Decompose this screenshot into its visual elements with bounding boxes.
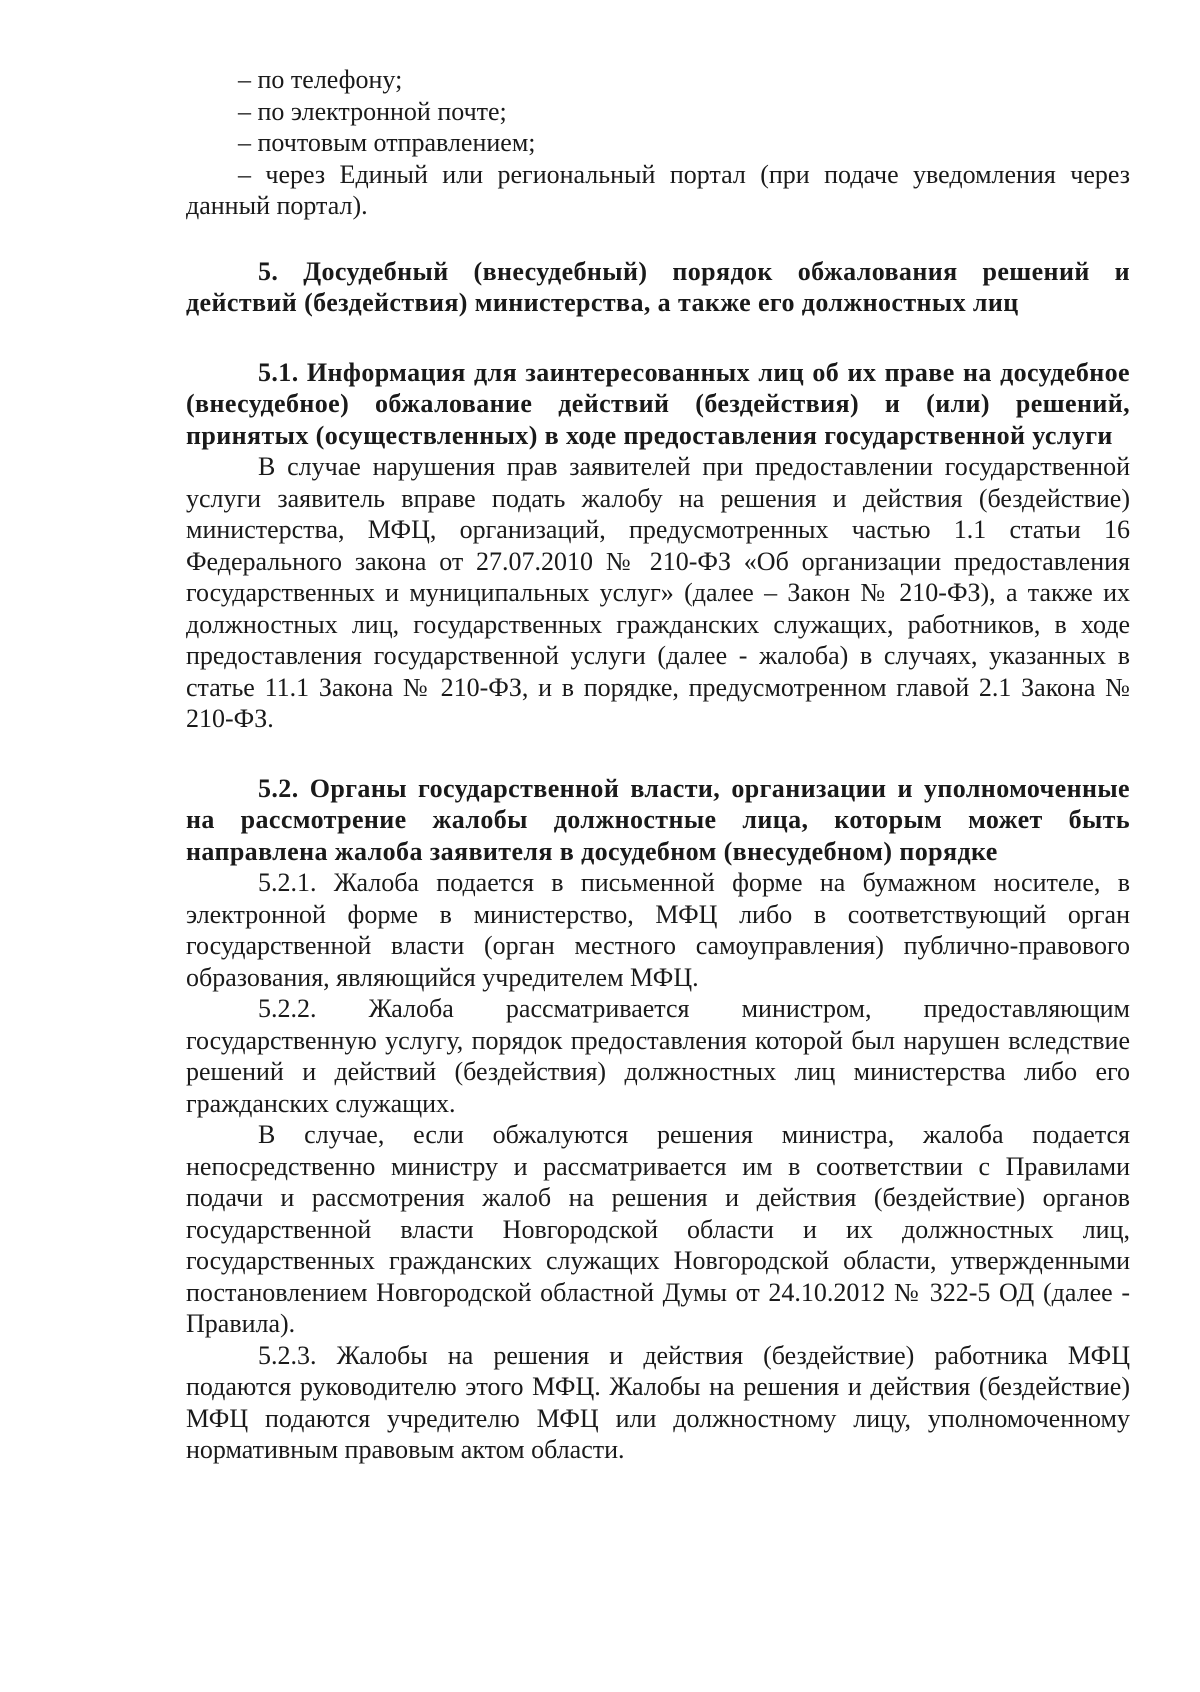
document-page (186, 64, 1130, 1466)
section-5-2-1-paragraph: 5.2.1. Жалоба подается в письменной форме на бумажном носителе, в электронной форме в министерство, МФЦ либо в соответствующий орган государственной власти (орган местного самоуправления) публично-правового образования, являющийся учредителем МФЦ. (186, 868, 1130, 992)
section-5-2-3-paragraph: 5.2.3. Жалобы на решения и действия (бездействие) работника МФЦ подаются руководителю этого МФЦ. Жалобы на решения и действия (бездействие) МФЦ подаются учредителю МФЦ или должностному лицу, уполномоченному нормативным правовым актом области. (186, 1340, 1130, 1464)
section-5-2-heading: 5.2. Органы государственной власти, организации и уполномоченные на рассмотрение жалобы должностные лица, которым может быть направлена жалоба заявителя в досудебном (внесудебном) порядке (186, 773, 1130, 866)
list-item: – по телефону; (238, 65, 403, 94)
list-item: – через Единый или региональный портал (при подаче уведомления через данный портал). (186, 159, 1130, 220)
section-5-1-heading: 5.1. Информация для заинтересованных лиц об их праве на досудебное (внесудебное) обжалование действий (бездействия) и (или) решений, принятых (осуществленных) в ходе предоставления государственной услуги (186, 357, 1130, 450)
section-5-heading: 5. Досудебный (внесудебный) порядок обжалования решений и действий (бездействия) министерства, а также его должностных лиц (186, 256, 1130, 317)
list-item: – по электронной почте; (238, 96, 507, 126)
section-5-2-2-paragraph: 5.2.2. Жалоба рассматривается министром, предоставляющим государственную услугу, порядок предоставления которой был нарушен вследствие решений и действий (бездействия) должностных лиц министерства либо его гражданских служащих. (186, 994, 1130, 1118)
section-5-2-2-note-paragraph: В случае, если обжалуются решения министра, жалоба подается непосредственно министру и рассматривается им в соответствии с Правилами подачи и рассмотрения жалоб на решения и действия (бездействие) органов государственной власти Новгородской области и их должностных лиц, государственных гражданских служащих Новгородской области, утвержденными постановлением Новгородской областной Думы от 24.10.2012 № 322-5 ОД (далее - Правила). (186, 1120, 1130, 1338)
section-5-1-paragraph: В случае нарушения прав заявителей при предоставлении государственной услуги заявитель вправе подать жалобу на решения и действия (бездействие) министерства, МФЦ, организаций, предусмотренных частью 1.1 статьи 16 Федерального закона от 27.07.2010 № 210-ФЗ «Об организации предоставления государственных и муниципальных услуг» (далее – Закон № 210-ФЗ), а также их должностных лиц, государственных гражданских служащих, работников, в ходе предоставления государственной услуги (далее - жалоба) в случаях, указанных в статье 11.1 Закона № 210-ФЗ, и в порядке, предусмотренном главой 2.1 Закона № 210-ФЗ. (186, 452, 1130, 733)
contact-methods-list (186, 64, 1130, 222)
list-item: – почтовым отправлением; (238, 128, 536, 157)
